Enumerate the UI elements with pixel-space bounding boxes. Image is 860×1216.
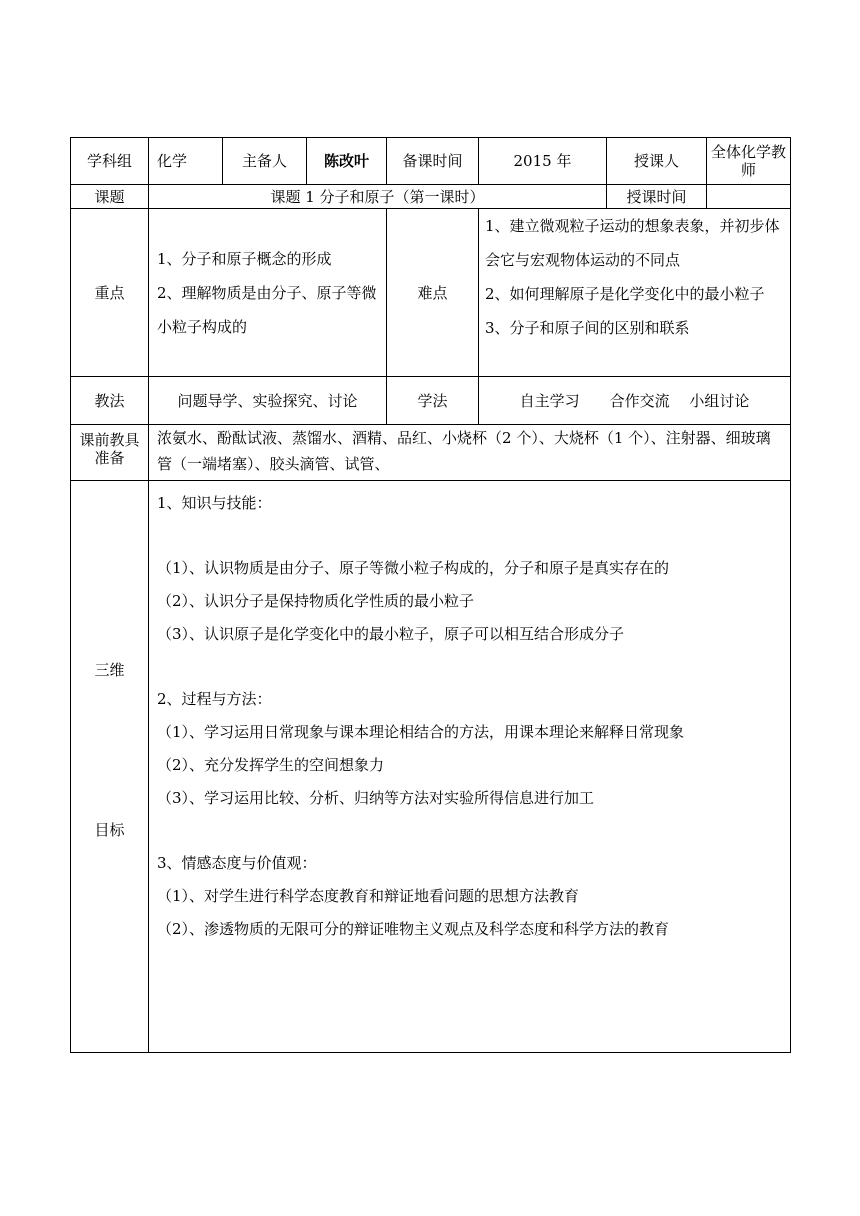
difficulties-label: 难点 [387,209,479,377]
key-points-cell [149,209,387,377]
topic-row [71,185,791,209]
knowledge-item: （2）、认识分子是保持物质化学性质的最小粒子 [157,592,475,610]
lead-preparer-label: 主备人 [223,138,307,185]
topic-label: 课题 [71,185,149,209]
key-points-label: 重点 [71,209,149,377]
teach-time-label: 授课时间 [607,185,707,209]
key-point-item: 1、分子和原子概念的形成 [157,249,332,268]
equipment-label: 课前教具准备 [71,425,149,481]
goals-cell [149,481,791,1053]
goals-label-2: 目标 [94,821,125,839]
goals-label-cell [71,481,149,1053]
emotion-heading: 3、情感态度与价值观： [157,854,317,872]
emotion-item: （1）、对学生进行科学态度教育和辩证地看问题的思想方法教育 [157,887,580,905]
teacher-value: 全体化学教师 [707,138,791,185]
equipment-value: 浓氨水、酚酞试液、蒸馏水、酒精、品红、小烧杯（2 个）、大烧杯（1 个）、注射器、细玻璃管（一端堵塞）、胶头滴管、试管、 [149,425,791,481]
difficulty-item: 2、如何理解原子是化学变化中的最小粒子 [485,285,765,303]
teach-time-value [707,185,791,209]
process-item: （2）、充分发挥学生的空间想象力 [157,756,385,774]
lead-preparer-value: 陈改叶 [307,138,387,185]
knowledge-heading: 1、知识与技能： [157,494,272,512]
subject-group-label: 学科组 [71,138,149,185]
prep-time-label: 备课时间 [387,138,479,185]
process-item: （3）、学习运用比较、分析、归纳等方法对实验所得信息进行加工 [157,789,595,807]
difficulties-cell [479,209,791,377]
knowledge-item: （3）、认识原子是化学变化中的最小粒子，原子可以相互结合形成分子 [157,625,625,643]
difficulty-item: 3、分子和原子间的区别和联系 [485,319,690,337]
spacer [157,520,782,552]
equipment-row [71,425,791,481]
emotion-item: （2）、渗透物质的无限可分的辩证唯物主义观点及科学态度和科学方法的教育 [157,920,670,938]
subject-group-value: 化学 [149,138,223,185]
teacher-label: 授课人 [607,138,707,185]
lesson-plan-table [70,137,791,1053]
goals-label-1: 三维 [94,661,125,679]
key-point-item: 2、理解物质是由分子、原子等微小粒子构成的 [157,283,377,336]
teaching-method-label: 教法 [71,377,149,425]
knowledge-item: （1）、认识物质是由分子、原子等微小粒子构成的，分子和原子是真实存在的 [157,559,670,577]
header-row [71,138,791,185]
difficulty-item: 1、建立微观粒子运动的想象表象，并初步体会它与宏观物体运动的不同点 [485,217,780,269]
topic-value: 课题 1 分子和原子（第一课时） [149,185,607,209]
learning-method-value: 自主学习 合作交流 小组讨论 [479,377,791,425]
process-heading: 2、过程与方法： [157,690,272,708]
prep-time-value: 2015 年 [479,138,607,185]
teaching-method-value: 问题导学、实验探究、讨论 [149,377,387,425]
spacer [157,815,782,847]
learning-method-label: 学法 [387,377,479,425]
process-item: （1）、学习运用日常现象与课本理论相结合的方法，用课本理论来解释日常现象 [157,723,685,741]
method-row [71,377,791,425]
spacer [157,651,782,683]
goals-row [71,481,791,1053]
key-points-row [71,209,791,377]
